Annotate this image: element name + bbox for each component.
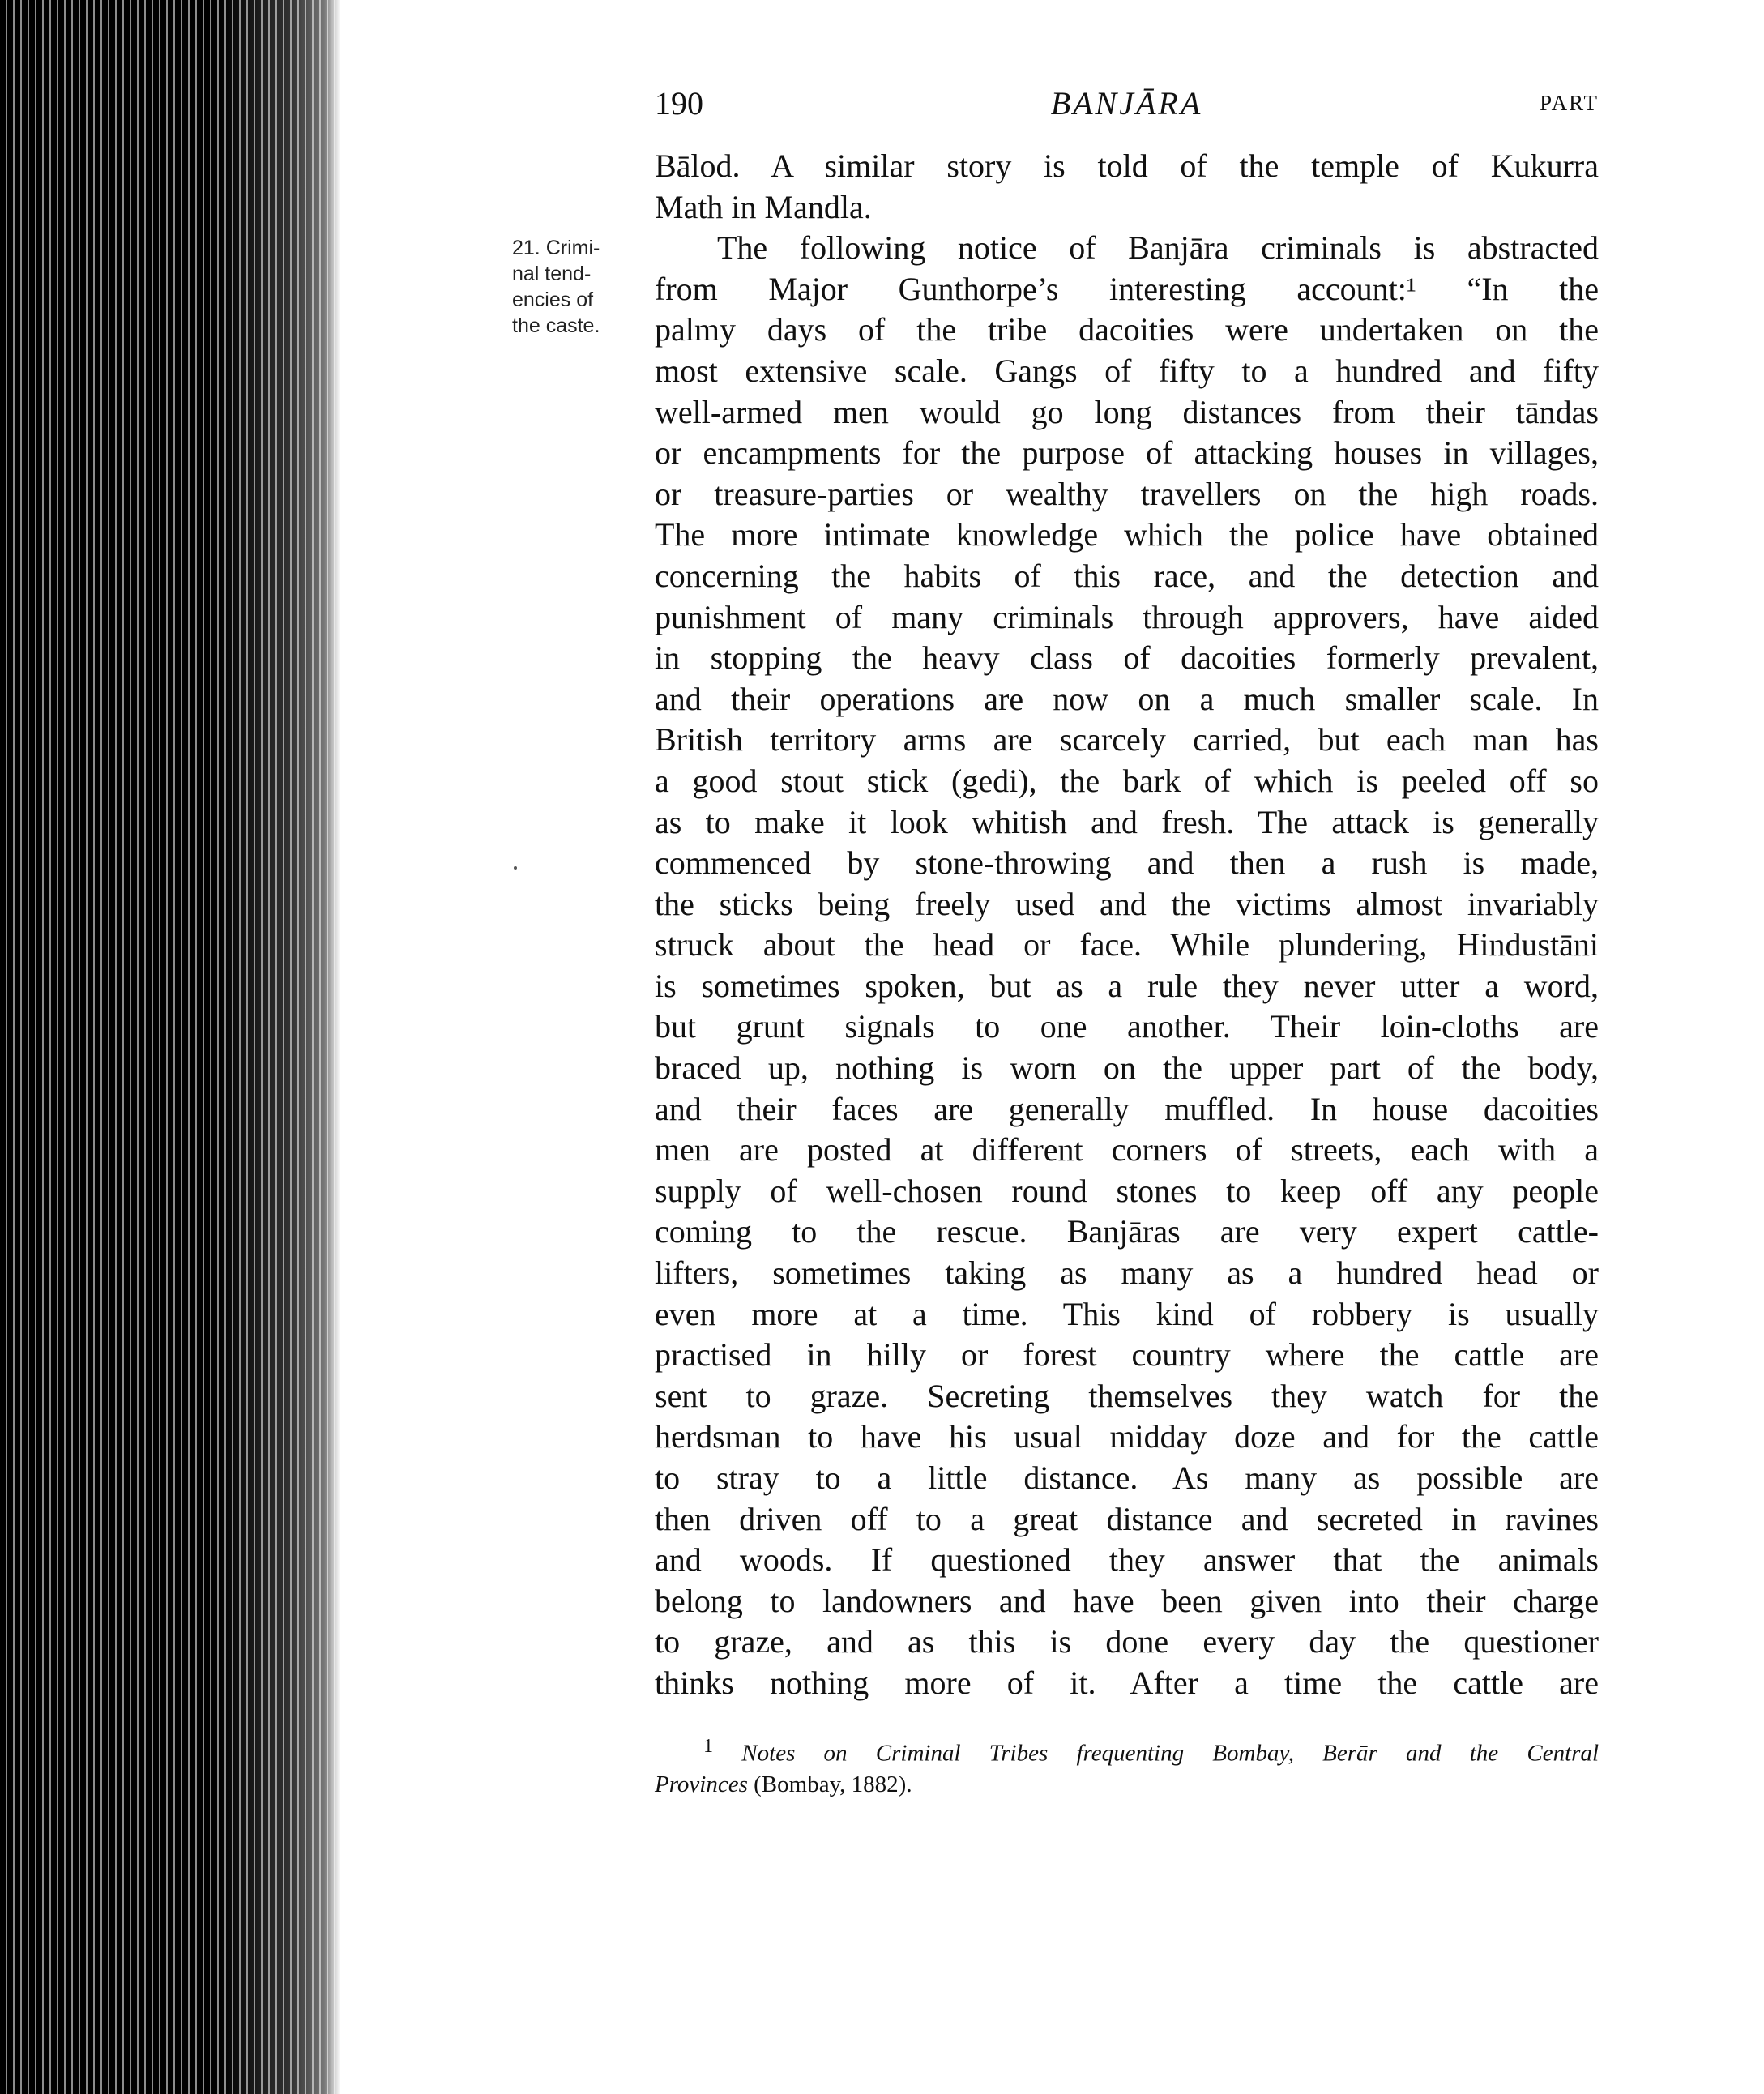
sidenote-line: 21. Crimi- (512, 237, 600, 259)
text-line: sent to graze. Secreting themselves they watch for the (655, 1377, 1599, 1414)
text-line: or encampments for the purpose of attacking houses in villages, (655, 434, 1599, 472)
footnote (655, 1731, 1599, 1800)
text-line: braced up, nothing is worn on the upper part of the body, (655, 1049, 1599, 1087)
text-line: and their faces are generally muffled. In house dacoities (655, 1090, 1599, 1127)
text-line: herdsman to have his usual midday doze and for the cattle (655, 1418, 1599, 1455)
footnote-citation: (Bombay, 1882). (754, 1771, 912, 1797)
text-line: but grunt signals to one another. Their loin-cloths are (655, 1008, 1599, 1045)
running-title: BANJĀRA (1050, 85, 1203, 122)
text-line: commenced by stone-throwing and then a rush is made, (655, 844, 1599, 882)
scan-speck (514, 866, 517, 870)
sidenote-line: the caste. (512, 314, 600, 337)
text-line: well-armed men would go long distances from their tāndas (655, 393, 1599, 430)
text-line: and woods. If questioned they answer that the animals (655, 1541, 1599, 1579)
text-line: and their operations are now on a much smaller scale. In (655, 680, 1599, 717)
page-header (655, 84, 1599, 133)
text-line: from Major Gunthorpe’s interesting account:¹ “In the (655, 270, 1599, 307)
text-line: a good stout stick (gedi), the bark of which is peeled off so (655, 762, 1599, 799)
text-line: coming to the rescue. Banjāras are very expert cattle- (655, 1213, 1599, 1250)
text-line: men are posted at different corners of streets, each with a (655, 1131, 1599, 1169)
text-line: then driven off to a great distance and secreted in ravines (655, 1500, 1599, 1537)
footnote-line (655, 1731, 1599, 1769)
text-line: concerning the habits of this race, and the detection and (655, 557, 1599, 594)
margin-sidenote (512, 235, 626, 339)
text-line: Math in Mandla. (655, 188, 872, 225)
text-line: is sometimes spoken, but as a rule they never utter a word, (655, 967, 1599, 1004)
text-line: in stopping the heavy class of dacoities formerly prevalent, (655, 639, 1599, 677)
book-gutter-scan-edge (0, 0, 340, 2094)
footnote-title-cont: Provinces (655, 1771, 748, 1797)
running-part-label: PART (1540, 91, 1599, 115)
text-line: the sticks being freely used and the victims almost invariably (655, 885, 1599, 922)
page-number: 190 (655, 85, 703, 122)
footnote-marker: 1 (703, 1735, 714, 1757)
text-line: or treasure-parties or wealthy travellers on the high roads. (655, 475, 1599, 512)
text-line: The more intimate knowledge which the police have obtained (655, 516, 1599, 553)
text-line: palmy days of the tribe dacoities were undertaken on the (655, 311, 1599, 348)
text-line: British territory arms are scarcely carried, but each man has (655, 721, 1599, 759)
body-text (655, 146, 1599, 1704)
text-line: supply of well-chosen round stones to keep off any people (655, 1172, 1599, 1209)
paragraph-start-line: The following notice of Banjāra criminals is abstracted (717, 229, 1599, 267)
text-line: belong to landowners and have been given into their charge (655, 1582, 1599, 1619)
text-line: most extensive scale. Gangs of fifty to a hundred and fifty (655, 352, 1599, 389)
text-line: to graze, and as this is done every day the questioner (655, 1623, 1599, 1660)
footnote-title: Notes on Criminal Tribes frequenting Bombay, Berār and the Central (741, 1740, 1599, 1767)
footnote-line (655, 1769, 1599, 1800)
text-line: even more at a time. This kind of robbery is usually (655, 1295, 1599, 1332)
text-line: Bālod. A similar story is told of the temple of Kukurra (655, 147, 1599, 184)
text-line: to stray to a little distance. As many as possible are (655, 1459, 1599, 1496)
text-line: thinks nothing more of it. After a time the cattle are (655, 1664, 1599, 1701)
sidenote-line: encies of (512, 288, 594, 311)
text-line: lifters, sometimes taking as many as a hundred head or (655, 1254, 1599, 1292)
text-line: practised in hilly or forest country where the cattle are (655, 1336, 1599, 1374)
text-line: struck about the head or face. While plundering, Hindustāni (655, 926, 1599, 964)
text-line: as to make it look whitish and fresh. The attack is generally (655, 803, 1599, 840)
sidenote-line: nal tend- (512, 263, 592, 285)
text-line: punishment of many criminals through approvers, have aided (655, 598, 1599, 635)
